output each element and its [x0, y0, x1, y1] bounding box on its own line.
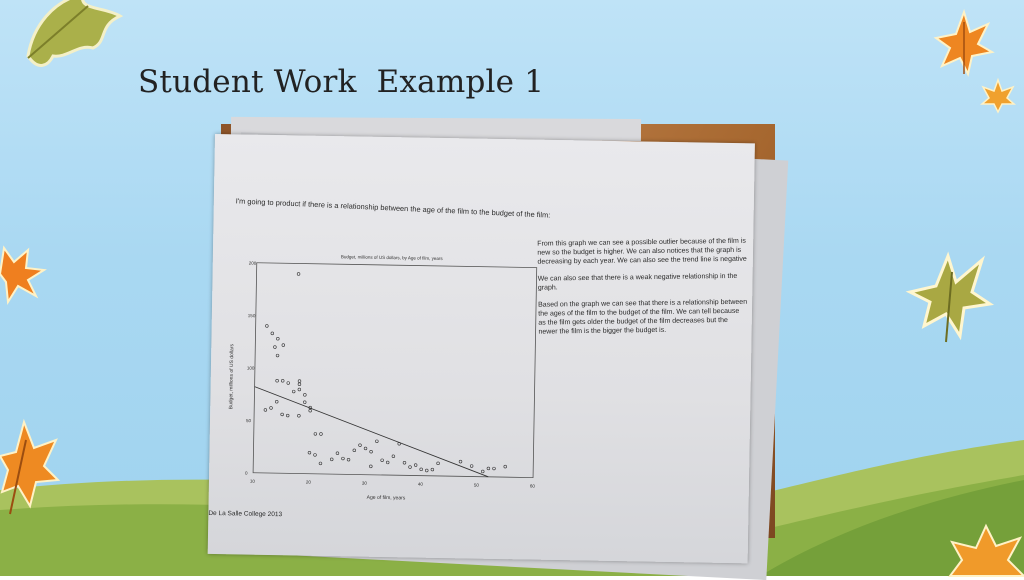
- student-work-photo: [208, 124, 775, 538]
- y-axis-label: Budget, millions of US dollars: [228, 343, 236, 410]
- data-point: [414, 464, 417, 467]
- data-point: [364, 447, 367, 450]
- x-tick-label: 20: [305, 479, 311, 485]
- data-point: [265, 325, 268, 328]
- data-point: [370, 450, 373, 453]
- data-point: [276, 379, 279, 382]
- scatter-plot: [217, 244, 541, 505]
- worksheet-paper: [208, 134, 755, 563]
- x-tick-label: 30: [361, 480, 367, 486]
- data-point: [342, 457, 345, 460]
- x-axis-label: Age of film, years: [366, 494, 406, 502]
- credit-text: De La Salle College 2013: [208, 509, 283, 519]
- data-point: [271, 332, 274, 335]
- data-point: [386, 461, 389, 464]
- slide-title: Student Work Example 1: [138, 64, 545, 100]
- trend-line: [253, 387, 490, 477]
- data-point: [264, 408, 267, 411]
- data-point: [493, 467, 496, 470]
- x-tick-label: 10: [249, 478, 256, 484]
- data-point: [298, 380, 301, 383]
- data-point: [292, 390, 295, 393]
- orange-leaf-icon: [950, 520, 1024, 576]
- data-point: [437, 462, 440, 465]
- data-point: [470, 465, 473, 468]
- data-point: [287, 382, 290, 385]
- data-point: [270, 406, 273, 409]
- y-tick-label: 150: [247, 313, 256, 319]
- data-point: [273, 346, 276, 349]
- orange-leaf-icon: [934, 8, 994, 80]
- green-leaf-icon: [8, 0, 128, 76]
- data-point: [303, 393, 306, 396]
- data-point: [314, 432, 317, 435]
- data-point: [303, 401, 306, 404]
- data-point: [481, 470, 484, 473]
- green-leaf-icon: [908, 252, 992, 344]
- orange-leaf-icon: [0, 420, 60, 516]
- data-point: [320, 433, 323, 436]
- orange-leaf-icon: [980, 78, 1016, 114]
- data-point: [353, 449, 356, 452]
- x-tick-label: 40: [417, 481, 423, 487]
- data-point: [336, 452, 339, 455]
- data-point: [369, 465, 372, 468]
- y-tick-label: 50: [245, 418, 252, 424]
- data-point: [375, 440, 378, 443]
- data-point: [297, 414, 300, 417]
- note-paragraph: We can also see that there is a weak negative relationship in the graph.: [537, 272, 738, 292]
- data-point: [276, 337, 279, 340]
- data-point: [298, 388, 301, 391]
- data-point: [282, 344, 285, 347]
- data-point: [347, 458, 350, 461]
- note-paragraph: Based on the graph we can see that there is a relationship between the ages of the film to the budget of the film. We can tell because as the film gets older the budget of the film decreases but the newer the film is the bigger the budget is.: [538, 298, 748, 336]
- data-point: [487, 467, 490, 470]
- data-point: [392, 455, 395, 458]
- student-notes: [537, 237, 748, 345]
- data-point: [281, 413, 284, 416]
- data-point: [281, 379, 284, 382]
- data-point: [425, 469, 428, 472]
- y-tick-label: 100: [246, 365, 255, 371]
- data-point: [319, 462, 322, 465]
- data-point: [275, 400, 278, 403]
- data-point: [359, 444, 362, 447]
- data-point: [420, 468, 423, 471]
- data-point: [314, 453, 317, 456]
- data-point: [308, 451, 311, 454]
- y-tick-label: 200: [248, 260, 257, 266]
- data-point: [409, 466, 412, 469]
- data-point: [403, 461, 406, 464]
- data-points: [263, 272, 510, 473]
- data-point: [381, 459, 384, 462]
- data-point: [286, 414, 289, 417]
- note-paragraph: From this graph we can see a possible outlier because of the film is new so the budget is higher. We can also notices that the graph is decreasing by each year. We can also see the trend line is negative: [537, 237, 747, 266]
- x-tick-label: 60: [529, 483, 535, 489]
- data-point: [459, 460, 462, 463]
- worksheet-question: I'm going to product if there is a relationship between the age of the film to the budget of the film:: [235, 196, 551, 220]
- data-point: [330, 458, 333, 461]
- data-point: [297, 273, 300, 276]
- orange-leaf-icon: [0, 244, 46, 304]
- data-point: [431, 468, 434, 471]
- data-point: [504, 465, 507, 468]
- data-point: [298, 383, 301, 386]
- plot-frame: [253, 263, 537, 478]
- chart-title: Budget, millions of US dollars, by Age of film, years: [340, 254, 443, 261]
- x-axis-ticks: [250, 479, 536, 489]
- y-tick-label: 0: [245, 470, 248, 476]
- data-point: [309, 409, 312, 412]
- x-tick-label: 50: [473, 482, 479, 488]
- data-point: [276, 354, 279, 357]
